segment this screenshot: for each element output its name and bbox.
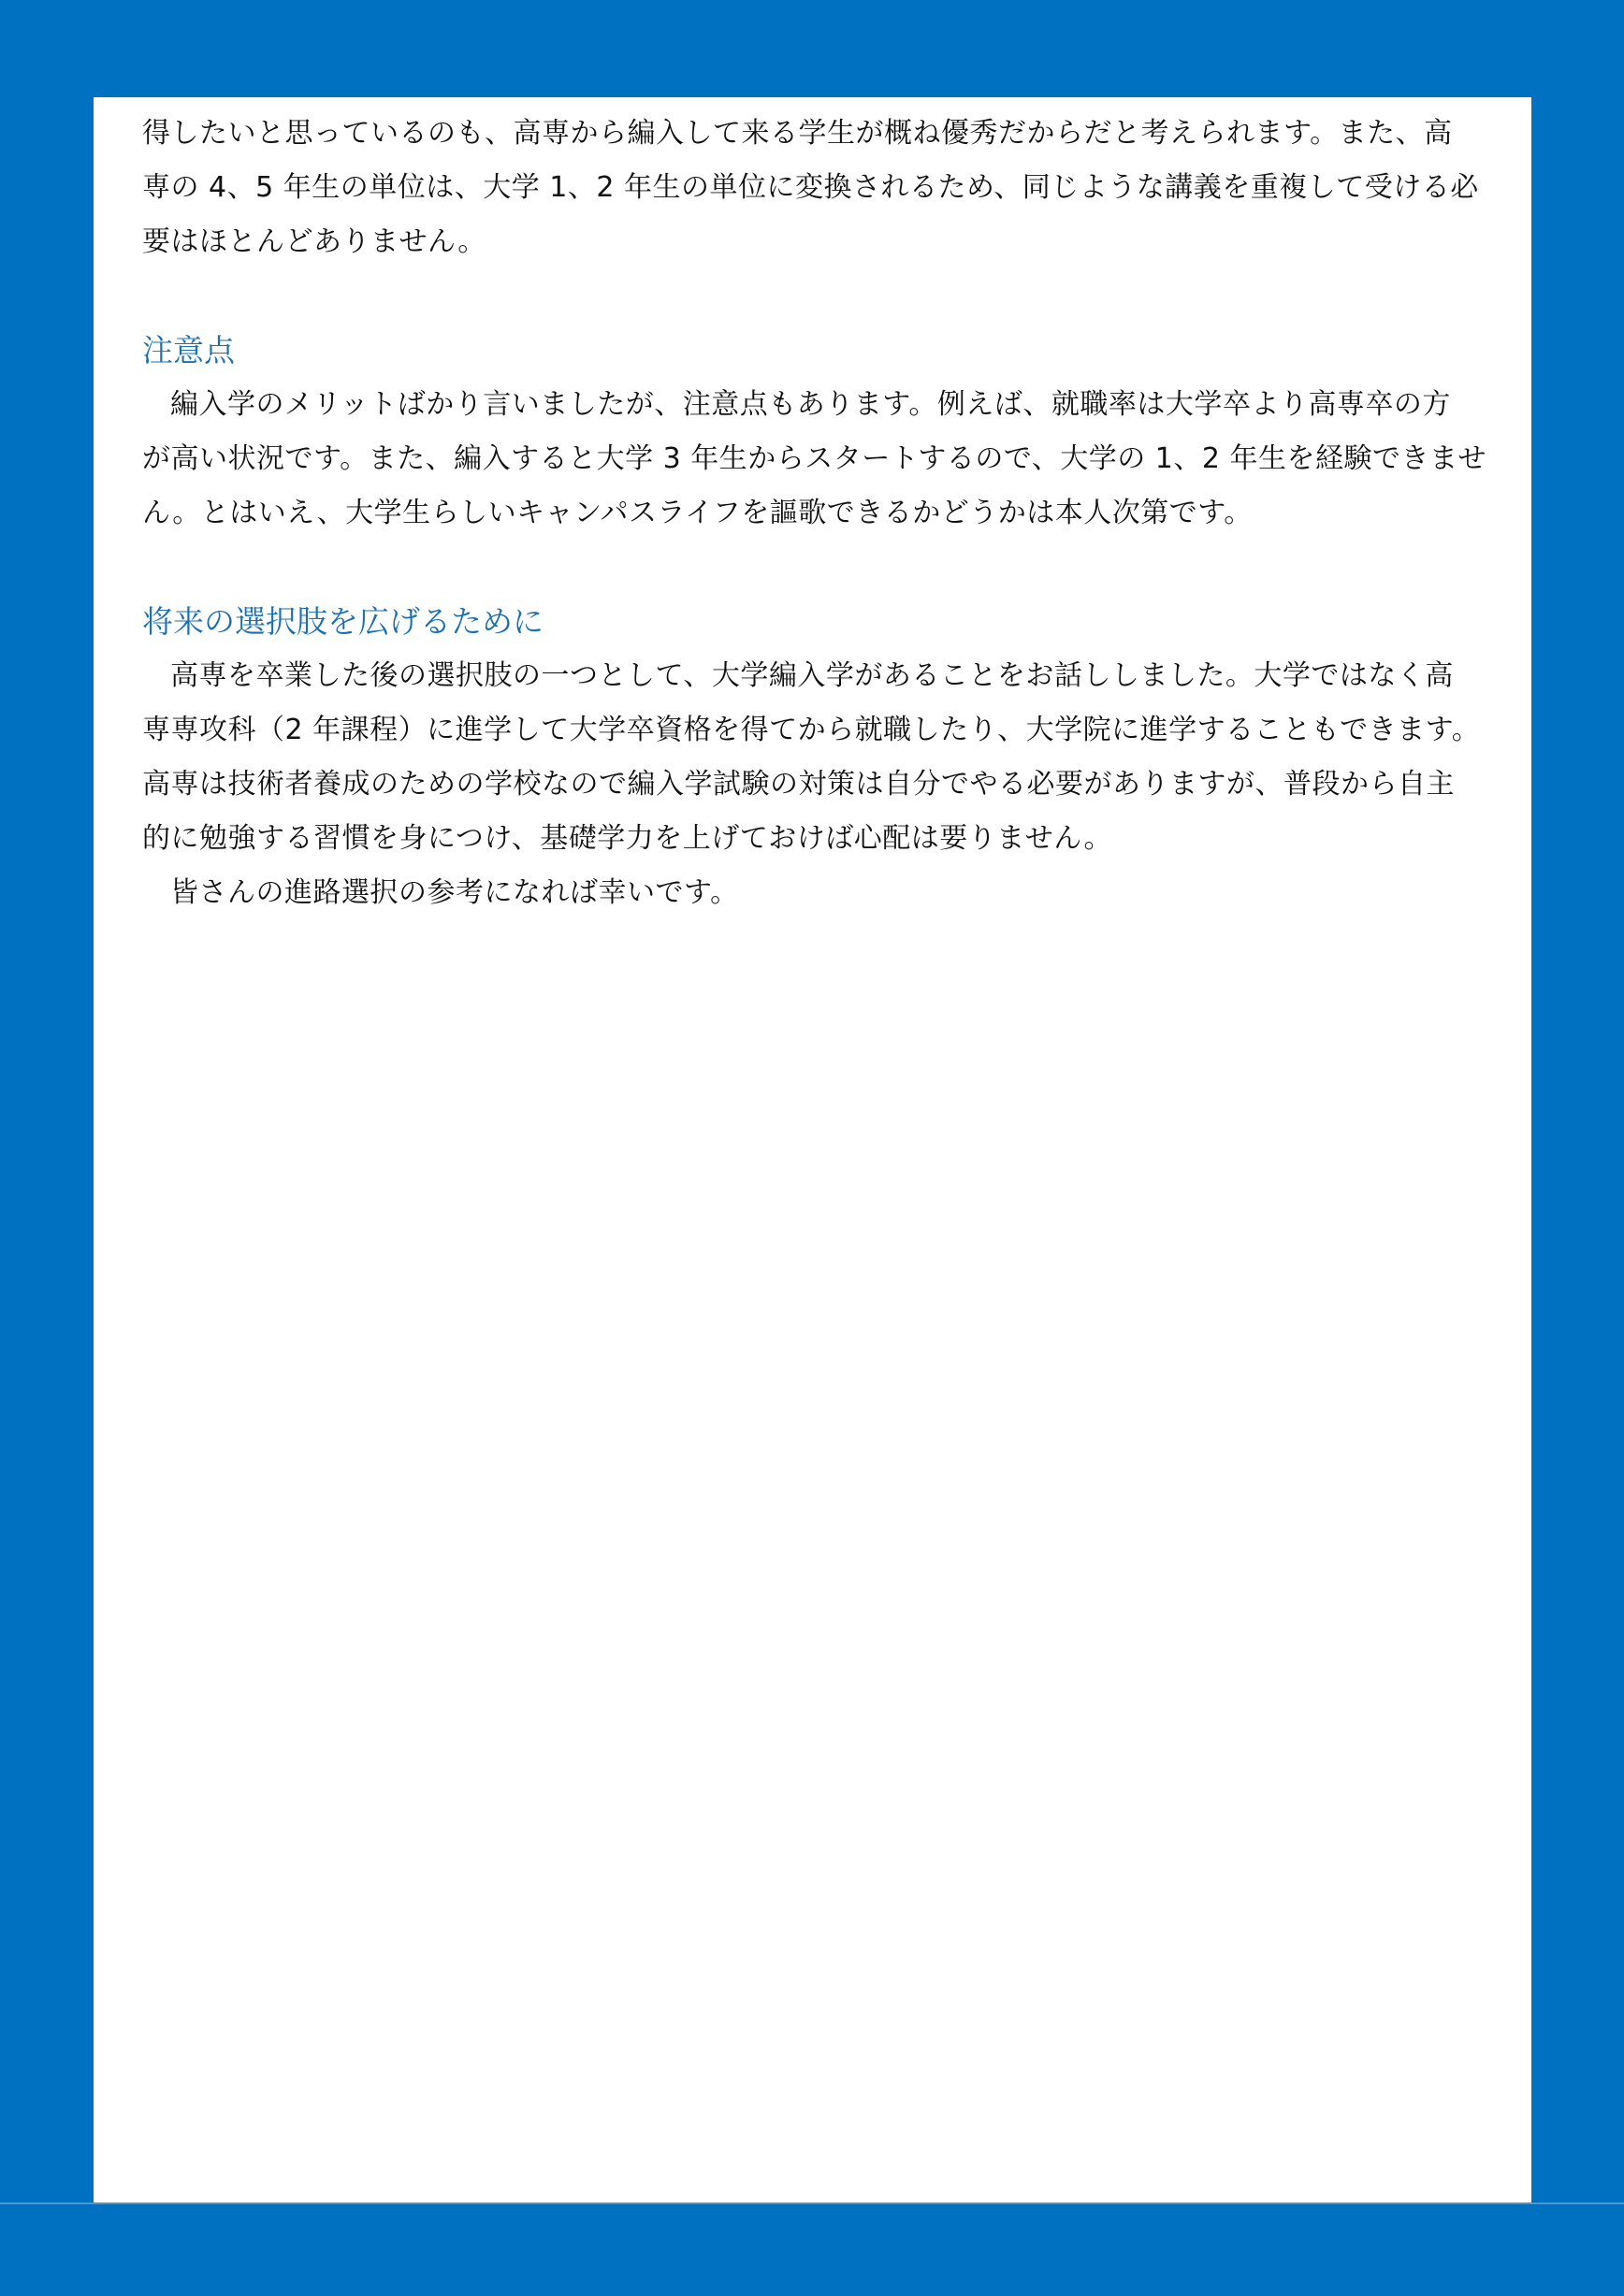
section-heading-cautions: 注意点 (142, 332, 235, 368)
intro-line: 得したいと思っているのも、高専から編入して来る学生が概ね優秀だからだと考えられます。また、高 (142, 117, 1453, 150)
cautions-paragraph-line: ん。とはいえ、大学生らしいキャンパスライフを謳歌できるかどうかは本人次第です。 (142, 497, 1253, 529)
future-paragraph-line: 高専を卒業した後の選択肢の一つとして、大学編入学があることをお話ししました。大学ではなく高 (170, 659, 1454, 692)
document-content (142, 107, 1487, 920)
future-paragraph-line: 高専は技術者養成のための学校なので編入学試験の対策は自分でやる必要がありますが、普段から自主 (142, 768, 1455, 801)
intro-line: 要はほとんどありません。 (142, 225, 486, 258)
footer-divider (0, 2202, 1624, 2204)
closing-paragraph-line: 皆さんの進路選択の参考になれば幸いです。 (170, 876, 739, 909)
cautions-paragraph-line: が高い状況です。また、編入すると大学 3 年生からスタートするので、大学の 1、2 年生を経験できませ (142, 442, 1487, 475)
document-page (94, 97, 1531, 2202)
intro-line: 専の 4、5 年生の単位は、大学 1、2 年生の単位に変換されるため、同じような講義を重複して受ける必 (142, 171, 1479, 204)
future-paragraph-line: 的に勉強する習慣を身につけ、基礎学力を上げておけば心配は要りません。 (142, 822, 1112, 855)
cautions-paragraph-line: 編入学のメリットばかり言いましたが、注意点もあります。例えば、就職率は大学卒より高専卒の方 (170, 388, 1451, 421)
spacer (142, 269, 1480, 324)
spacer (142, 541, 1480, 595)
future-paragraph-line: 専専攻科（2 年課程）に進学して大学卒資格を得てから就職したり、大学院に進学することもできます。 (142, 714, 1481, 746)
section-heading-future-options: 将来の選択肢を広げるために (142, 603, 544, 640)
